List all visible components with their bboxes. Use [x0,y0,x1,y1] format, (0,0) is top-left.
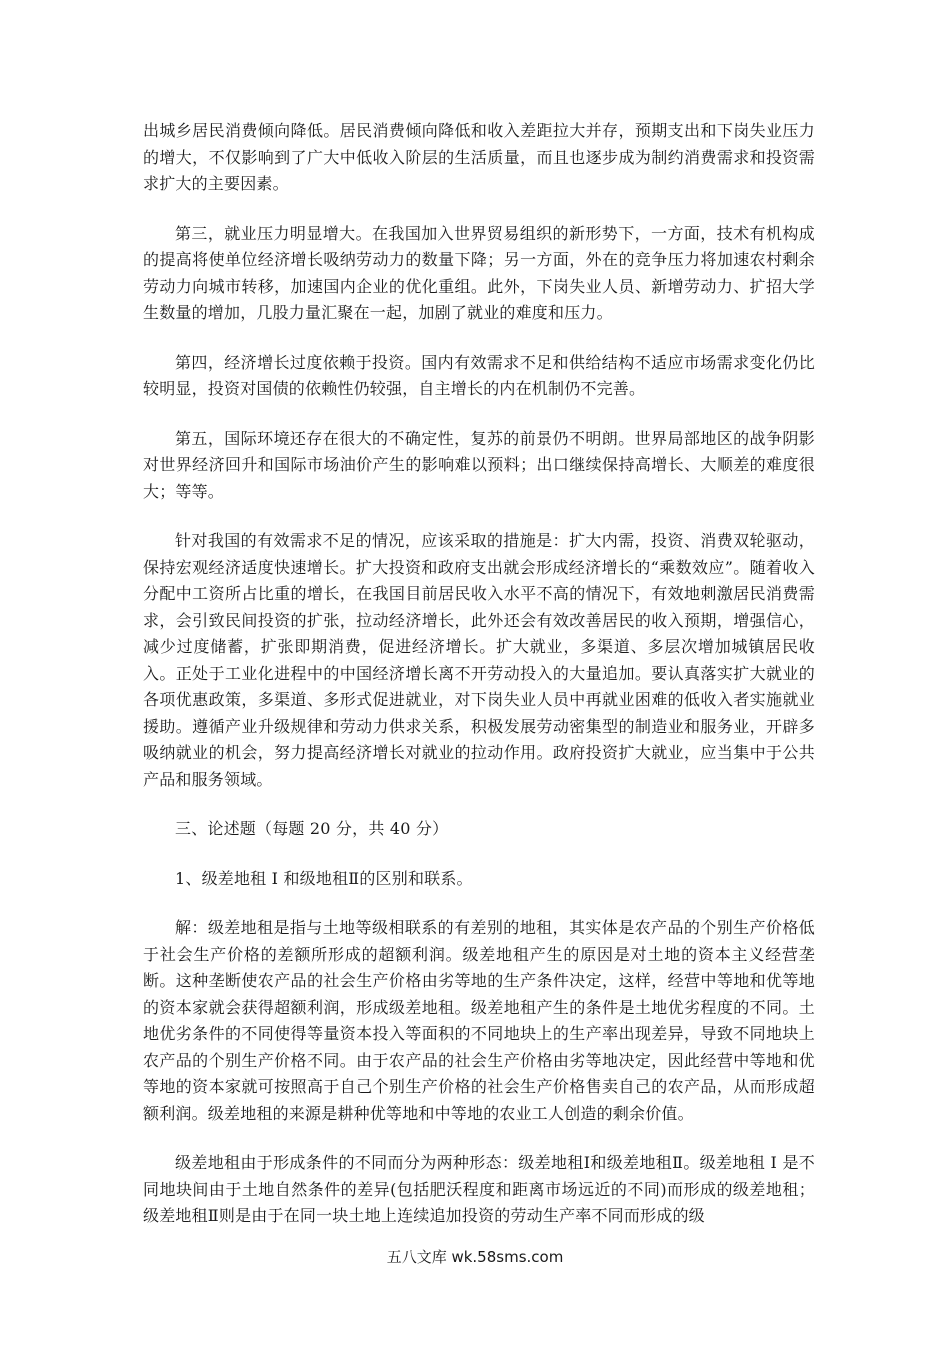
paragraph-two-forms-of-rent: 级差地租由于形成条件的不同而分为两种形态：级差地租Ⅰ和级差地租Ⅱ。级差地租 I 是不同地块间由于土地自然条件的差异(包括肥沃程度和距离市场远近的不同)而形成的级差地租；级差地租Ⅱ则是由于在同一块土地上连续追加投资的劳动生产率不同而形成的级 [143,1153,815,1225]
paragraph-measures: 针对我国的有效需求不足的情况，应该采取的措施是：扩大内需，投资、消费双轮驱动，保持宏观经济适度快速增长。扩大投资和政府支出就会形成经济增长的“乘数效应”。随着收入分配中工资所占比重的增长，在我国目前居民收入水平不高的情况下，有效地刺激居民消费需求，会引致民间投资的扩张，拉动经济增长，此外还会有效改善居民的收入预期，增强信心，减少过度储蓄，扩张即期消费，促进经济增长。扩大就业，多渠道、多层次增加城镇居民收入。正处于工业化进程中的中国经济增长离不开劳动投入的大量追加。要认真落实扩大就业的各项优惠政策，多渠道、多形式促进就业，对下岗失业人员中再就业困难的低收入者实施就业援助。遵循产业升级规律和劳动力供求关系，积极发展劳动密集型的制造业和服务业，开辟多吸纳就业的机会，努力提高经济增长对就业的拉动作用。政府投资扩大就业，应当集中于公共产品和服务领域。 [143,531,815,789]
paragraph-investment-dependence: 第四，经济增长过度依赖于投资。国内有效需求不足和供给结构不适应市场需求变化仍比较明显，投资对国债的依赖性仍较强，自主增长的内在机制仍不完善。 [143,352,815,398]
paragraph-international-environment: 第五，国际环境还存在很大的不确定性，复苏的前景仍不明朗。世界局部地区的战争阴影对世界经济回升和国际市场油价产生的影响难以预料；出口继续保持高增长、大顺差的难度很大；等等。 [143,428,815,501]
paragraph-employment-pressure: 第三，就业压力明显增大。在我国加入世界贸易组织的新形势下，一方面，技术有机构成的提高将使单位经济增长吸纳劳动力的数量下降；另一方面，外在的竞争压力将加速农村剩余劳动力向城市转移，加速国内企业的优化重组。此外，下岗失业人员、新增劳动力、扩招大学生数量的增加，几股力量汇聚在一起，加剧了就业的难度和压力。 [143,223,815,322]
paragraph-consumption-tendency: 出城乡居民消费倾向降低。居民消费倾向降低和收入差距拉大并存，预期支出和下岗失业压力的增大，不仅影响到了广大中低收入阶层的生活质量，而且也逐步成为制约消费需求和投资需求扩大的主要因素。 [143,121,815,193]
question-1-heading: 1、级差地租 I 和级地租Ⅱ的区别和联系。 [175,868,473,888]
section-heading-essay-questions: 三、论述题（每题 20 分，共 40 分） [175,819,449,838]
answer-differential-rent: 解：级差地租是指与土地等级相联系的有差别的地租，其实体是农产品的个别生产价格低于社会生产价格的差额所形成的超额利润。级差地租产生的原因是对土地的资本主义经营垄断。这种垄断使农产品的社会生产价格由劣等地的生产条件决定，这样，经营中等地和优等地的资本家就会获得超额利润，形成级差地租。级差地租产生的条件是土地优劣程度的不同。土地优劣条件的不同使得等量资本投入等面积的不同地块上的生产率出现差异，导致不同地块上农产品的个别生产价格不同。由于农产品的社会生产价格由劣等地决定，因此经营中等地和优等地的资本家就可按照高于自己个别生产价格的社会生产价格售卖自己的农产品，从而形成超额利润。级差地租的来源是耕种优等地和中等地的农业工人创造的剩余价值。 [143,918,815,1123]
document-body [143,118,815,1253]
page-footer-watermark: 五八文库 wk.58sms.com [386,1248,564,1266]
